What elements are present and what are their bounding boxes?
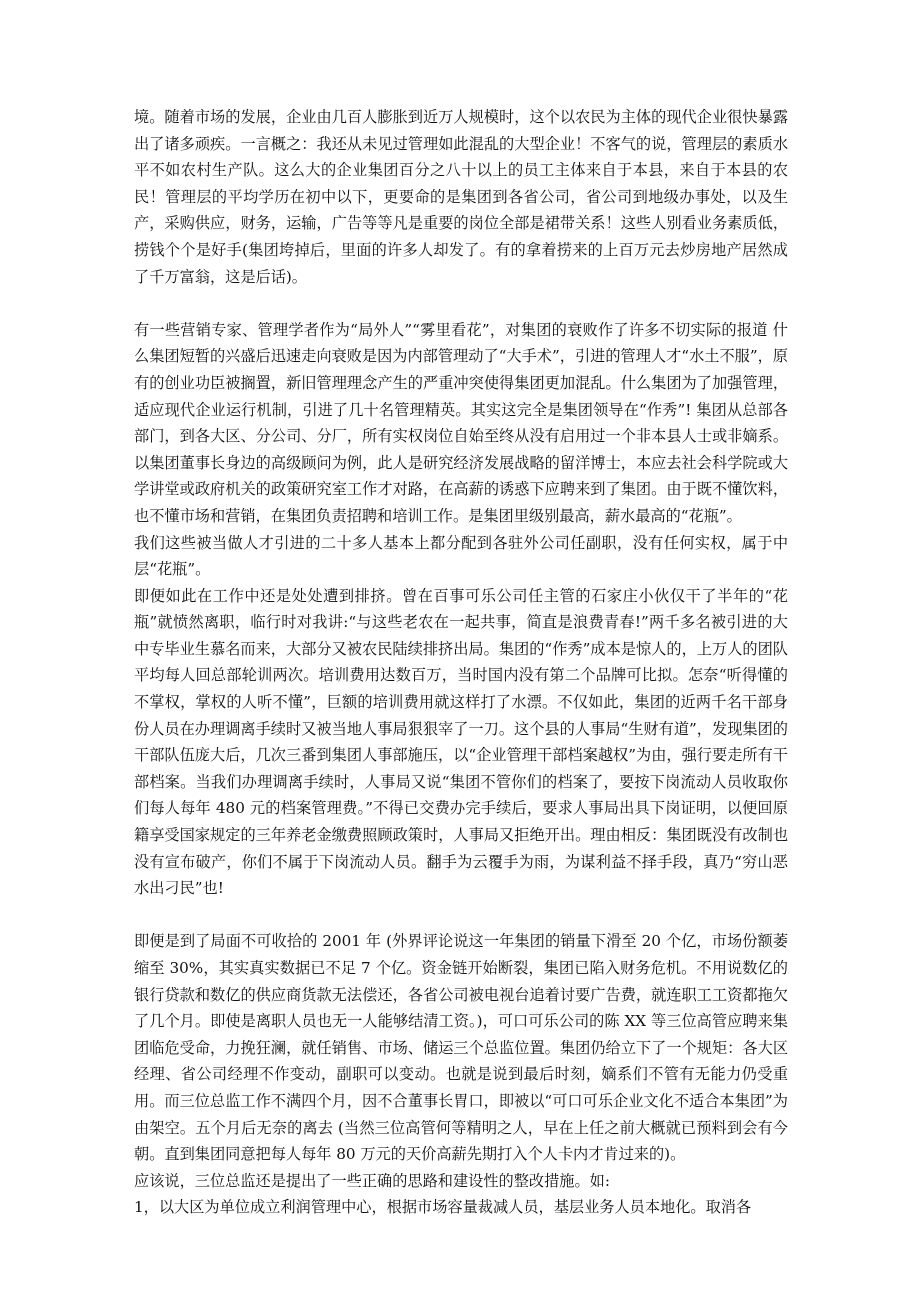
paragraph-2: 有一些营销专家、管理学者作为“局外人”“雾里看花”，对集团的衰败作了许多不切实际的报道 什么集团短暂的兴盛后迅速走向衰败是因为内部管理动了“大手术”，引进的管理人才“水土不服”，原有的创业功臣被搁置，新旧管理理念产生的严重冲突使得集团更加混乱。什么集团为了加强管理，适应现代企业运行机制，引进了几十名管理精英。其实这完全是集团领导在“作秀”! 集团从总部各部门，到各大区、分公司、分厂，所有实权岗位自始至终从没有启用过一个非本县人士或非嫡系。以集团董事长身边的高级顾问为例，此人是研究经济发展战略的留洋博士，本应去社会科学院或大学讲堂或政府机关的政策研究室工作才对路，在高薪的诱惑下应聘来到了集团。由于既不懂饮料，也不懂市场和营销，在集团负责招聘和培训工作。是集团里级别最高，薪水最高的“花瓶”。 [134,320,788,525]
paragraph-3: 我们这些被当做人才引进的二十多人基本上都分配到各驻外公司任副职，没有任何实权，属于中层“花瓶”。 [134,533,788,579]
paragraph-1: 境。随着市场的发展，企业由几百人膨胀到近万人规模时，这个以农民为主体的现代企业很快暴露出了诸多顽疾。一言概之：我还从未见过管理如此混乱的大型企业！不客气的说，管理层的素质水平不如农村生产队。这么大的企业集团百分之八十以上的员工主体来自于本县，来自于本县的农民！管理层的平均学历在初中以下，更要命的是集团到各省公司，省公司到地级办事处，以及生产，采购供应，财务，运输，广告等等凡是重要的岗位全部是裙带关系！这些人别看业务素质低，捞钱个个是好手(集团垮掉后，里面的许多人却发了。有的拿着捞来的上百万元去炒房地产居然成了千万富翁，这是后话)。 [134,108,788,286]
paragraph-4: 即便如此在工作中还是处处遭到排挤。曾在百事可乐公司任主管的石家庄小伙仅干了半年的“花瓶”就愤然离职，临行时对我讲:“与这些老农在一起共事，简直是浪费青春!”两千多名被引进的大中专毕业生慕名而来，大部分又被农民陆续排挤出局。集团的“作秀”成本是惊人的，上万人的团队平均每人回总部轮训两次。培训费用达数百万，当时国内没有第二个品牌可比拟。怎奈“听得懂的不掌权，掌权的人听不懂”，巨额的培训费用就这样打了水漂。不仅如此，集团的近两千名干部身份人员在办理调离手续时又被当地人事局狠狠宰了一刀。这个县的人事局“生财有道”，发现集团的干部队伍庞大后，几次三番到集团人事部施压，以“企业管理干部档案越权”为由，强行要走所有干部档案。当我们办理调离手续时，人事局又说“集团不管你们的档案了，要按下岗流动人员收取你们每人每年 480 元的档案管理费。”不得已交费办完手续后，要求人事局出具下岗证明，以便回原籍享受国家规定的三年养老金缴费照顾政策时，人事局又拒绝开出。理由相反：集团既没有改制也没有宣布破产，你们不属于下岗流动人员。翻手为云覆手为雨，为谋利益不择手段，真乃“穷山恶水出刁民”也! [134,586,788,898]
paragraph-7: 1，以大区为单位成立利润管理中心，根据市场容量裁减人员，基层业务人员本地化。取消各 [134,1198,752,1217]
document-body [134,104,788,1221]
paragraph-spacer [134,902,788,929]
paragraph-5: 即便是到了局面不可收拾的 2001 年 (外界评论说这一年集团的销量下滑至 20 个亿，市场份额萎缩至 30%，其实真实数据已不足 7 个亿。资金链开始断裂，集团已陷入财务危机。不用说数亿的银行贷款和数亿的供应商货款无法偿还，各省公司被电视台追着讨要广告费，就连职工工资都拖欠了几个月。即使是离职人员也无一人能够结清工资。)，可口可乐公司的陈 XX 等三位高管应聘来集团临危受命，力挽狂澜，就任销售、市场、储运三个总监位置。集团仍给立下了一个规矩：各大区经理、省公司经理不作变动，副职可以变动。也就是说到最后时刻，嫡系们不管有无能力仍受重用。而三位总监工作不满四个月，因不合董事长胃口，即被以“可口可乐企业文化不适合本集团”为由架空。五个月后无奈的离去 (当然三位高管何等精明之人，早在上任之前大概就已预料到会有今朝。直到集团同意把每人每年 80 万元的天价高薪先期打入个人卡内才肯过来的)。 [134,932,788,1164]
paragraph-spacer [134,290,788,317]
paragraph-6: 应该说，三位总监还是提出了一些正确的思路和建设性的整改措施。如: [134,1171,610,1190]
